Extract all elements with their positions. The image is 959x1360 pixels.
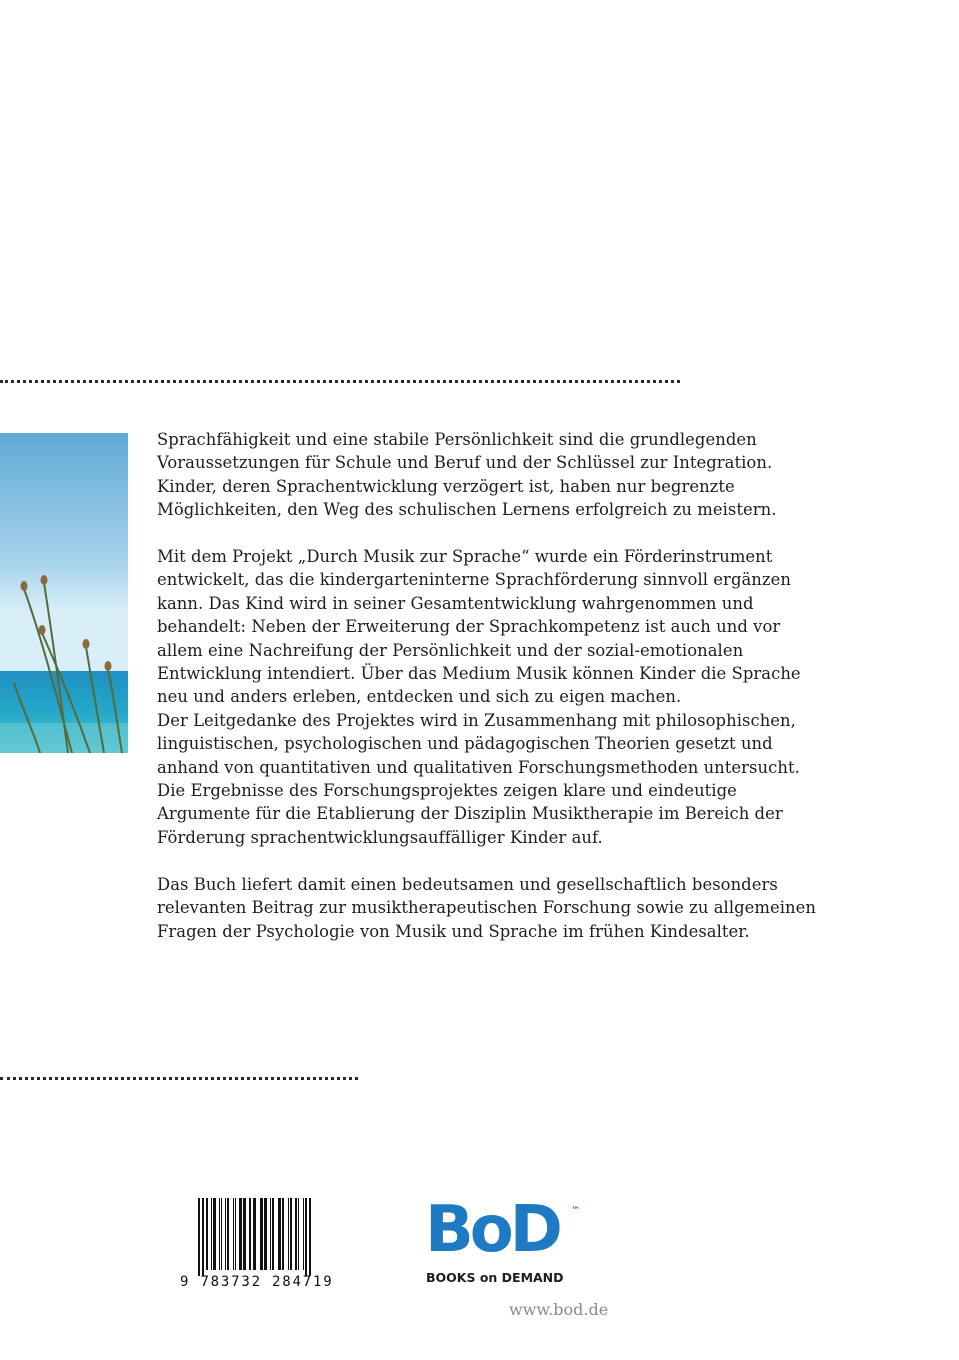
barcode-bar — [206, 1198, 208, 1270]
barcode-bar — [202, 1198, 204, 1276]
bod-wordmark: BoD — [425, 1193, 559, 1267]
bod-logo — [425, 1193, 590, 1286]
barcode-bar — [282, 1198, 284, 1270]
barcode-bar — [288, 1198, 289, 1270]
blurb-paragraph-1: Sprachfähigkeit und eine stabile Persönlichkeit sind die grundlegenden Voraussetzungen für Schule und Beruf und der Schlüssel zur Integration. Kinder, deren Sprachentwicklung verzögert ist, haben nur begrenzte Möglichkeiten, den Weg des schulischen Lernens erfolgreich zu meistern. — [157, 430, 777, 520]
barcode-bar — [213, 1198, 216, 1270]
barcode-bar — [227, 1198, 229, 1270]
barcode-bar — [298, 1198, 299, 1270]
trademark-symbol: ™ — [571, 1206, 580, 1216]
barcode-bar — [290, 1198, 292, 1270]
seaside-grass-photo — [0, 433, 128, 753]
barcode-bar — [264, 1198, 267, 1270]
barcode-bar — [305, 1198, 307, 1276]
barcode-bar — [243, 1198, 246, 1270]
back-cover-blurb — [157, 428, 817, 943]
blurb-paragraph-2: Mit dem Projekt „Durch Musik zur Sprache“ wurde ein Förderinstrument entwickelt, das die kindergarteninterne Sprachförderung sinnvoll ergänzen kann. Das Kind wird in seiner Gesamtentwicklung wahrgenommen und behandelt: Neben der Erweiterung der Sprachkompetenz ist auch und vor allem eine Nachreifung der Persönlichkeit und der sozial-emotionalen Entwicklung intendiert. Über das Medium Musik können Kinder die Sprache neu und anders erleben, entdecken und sich zu eigen machen. Der Leitgedanke des Projektes wird in Zusammenhang mit philosophischen, linguistischen, psychologischen und pädagogischen Theorien gesetzt und anhand von quantitativen und qualitativen Forschungsmethoden untersucht. Die Ergebnisse des Forschungsprojektes zeigen klare und eindeutige Argumente für die Etablierung der Disziplin Musiktherapie im Bereich der Förderung sprachentwicklungsauffälliger Kinder auf. — [157, 547, 801, 847]
barcode-bar — [239, 1198, 242, 1270]
isbn-number: 9 783732 284719 — [180, 1274, 334, 1290]
barcode-bar — [253, 1198, 256, 1270]
barcode-bar — [260, 1198, 263, 1270]
bod-tagline: BOOKS on DEMAND — [426, 1270, 564, 1285]
barcode-bar — [235, 1198, 236, 1270]
barcode-bar — [233, 1198, 234, 1270]
blurb-paragraph-3: Das Buch liefert damit einen bedeutsamen und gesellschaftlich besonders relevanten Beitrag zur musiktherapeutischen Forschung sowie zu allgemeinen Fragen der Psychologie von Musik und Sprache im frühen Kindesalter. — [157, 874, 817, 941]
barcode-bar — [219, 1198, 220, 1270]
barcode-bar — [198, 1198, 200, 1276]
barcode-bar — [295, 1198, 297, 1270]
barcode-bar — [303, 1198, 304, 1270]
publisher-url: www.bod.de — [509, 1300, 609, 1319]
barcode-bar — [225, 1198, 226, 1270]
barcode-bar — [221, 1198, 222, 1270]
barcode-bar — [249, 1198, 251, 1270]
dotted-divider-bottom — [0, 1077, 358, 1080]
barcode-bar — [270, 1198, 271, 1270]
barcode-bar — [309, 1198, 311, 1276]
barcode-bar — [278, 1198, 281, 1270]
barcode-bar — [272, 1198, 274, 1270]
barcode-bar — [211, 1198, 212, 1270]
dotted-divider-top — [0, 380, 680, 383]
